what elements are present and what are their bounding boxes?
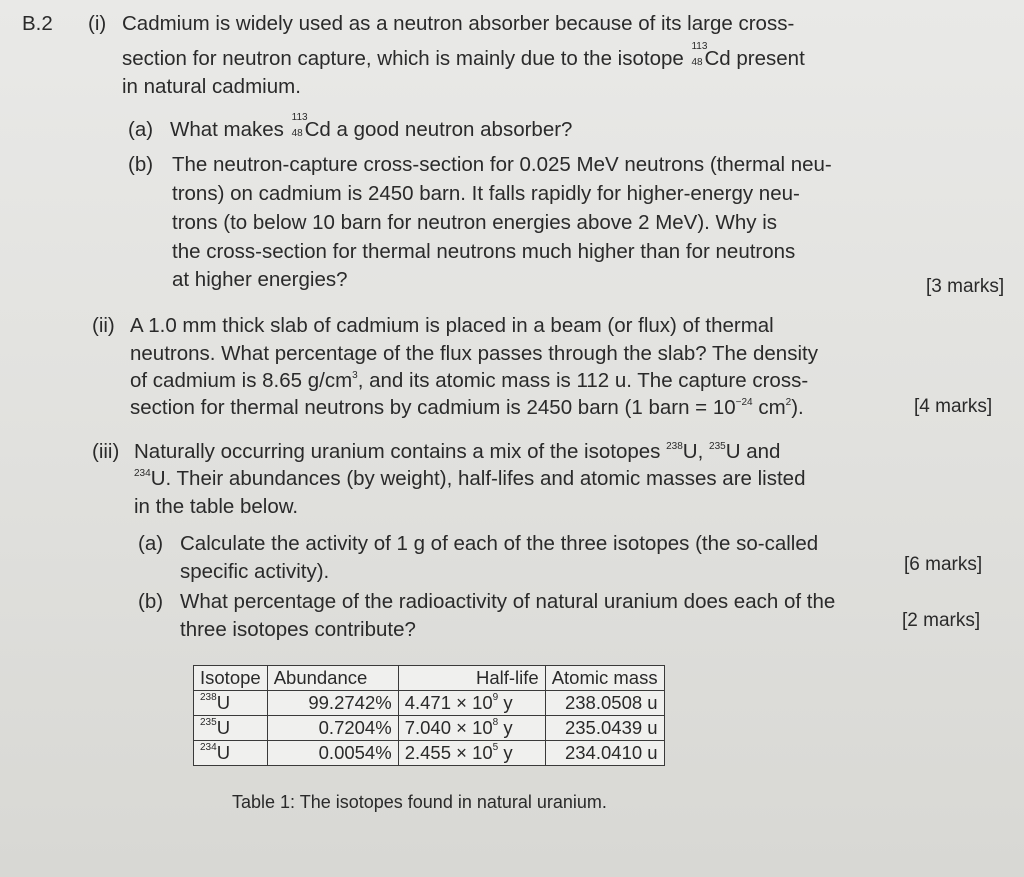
half-life-unit: y xyxy=(498,742,513,763)
part-ii-line-4 xyxy=(130,394,804,422)
mass-number: 235 xyxy=(200,717,217,728)
isotope-cell xyxy=(194,741,268,766)
half-life-cell xyxy=(398,741,545,766)
part-ii-line-4-unit: cm xyxy=(752,396,786,419)
column-header-half-life: Half-life xyxy=(398,666,545,691)
part-i-b-line-1: The neutron-capture cross-section for 0.025 MeV neutrons (thermal neu- xyxy=(172,153,832,176)
mass-number: 234 xyxy=(200,742,217,753)
half-life-unit: y xyxy=(498,692,513,713)
part-ii-line-3-post: , and its atomic mass is 112 u. The capture cross- xyxy=(357,369,809,392)
square-exponent: 2 xyxy=(785,397,792,408)
part-ii-line-3-pre: of cadmium is 8.65 g/cm xyxy=(130,369,353,392)
cubic-exponent: 3 xyxy=(352,370,358,381)
part-iii-b-label: (b) xyxy=(138,590,164,613)
element-symbol: U xyxy=(216,742,231,763)
question-number: B.2 xyxy=(22,12,53,35)
part-i-a-label: (a) xyxy=(128,118,154,141)
u234-mass-number: 234 xyxy=(134,468,151,479)
column-header-abundance: Abundance xyxy=(267,666,398,691)
part-i-a-text xyxy=(170,112,573,144)
part-iii-a-marks: [6 marks] xyxy=(904,554,983,575)
part-i-a-post: Cd a good neutron absorber? xyxy=(304,118,573,141)
table-row xyxy=(194,691,665,716)
isotope-cell xyxy=(194,691,268,716)
mass-number: 238 xyxy=(200,692,217,703)
isotope-table xyxy=(193,665,665,766)
part-i-line-2 xyxy=(122,41,805,73)
part-iii-a-line-1: Calculate the activity of 1 g of each of the three isotopes (the so-called xyxy=(180,532,819,555)
uranium-symbol: U xyxy=(150,467,166,490)
part-ii-line-2: neutrons. What percentage of the flux passes through the slab? The density xyxy=(130,342,818,365)
part-iii-line-2-text: . Their abundances (by weight), half-lifes and atomic masses are listed xyxy=(165,467,806,490)
element-symbol: U xyxy=(216,717,231,738)
column-header-atomic-mass: Atomic mass xyxy=(545,666,664,691)
part-iii-line-1-pre: Naturally occurring uranium contains a mix of the isotopes xyxy=(134,440,667,463)
part-ii-marks: [4 marks] xyxy=(914,396,993,417)
half-life-exponent: 8 xyxy=(492,717,499,728)
part-ii-line-3 xyxy=(130,367,808,395)
part-iii-line-2 xyxy=(134,465,805,493)
uranium-symbol: U xyxy=(682,440,698,463)
half-life-cell xyxy=(398,691,545,716)
isotope-mass-number: 113 xyxy=(691,41,708,52)
isotope-mass-number: 113 xyxy=(291,112,308,123)
part-ii-line-4-post: ). xyxy=(791,396,804,419)
cd-113-isotope-notation xyxy=(290,112,308,139)
u238-mass-number: 238 xyxy=(666,441,683,452)
part-iii-a-label: (a) xyxy=(138,532,164,555)
half-life-base: 2.455 × 10 xyxy=(404,742,493,763)
part-i-b-line-4: the cross-section for thermal neutrons much higher than for neutrons xyxy=(172,240,796,263)
part-iii-line-3: in the table below. xyxy=(134,495,299,518)
part-i-line-2-text: section for neutron capture, which is mainly due to the isotope xyxy=(122,47,690,70)
part-iii-b-line-1: What percentage of the radioactivity of natural uranium does each of the xyxy=(180,590,836,613)
half-life-exponent: 9 xyxy=(492,692,499,703)
part-iii-a-line-2: specific activity). xyxy=(180,560,330,583)
atomic-mass-cell: 235.0439 u xyxy=(545,716,664,741)
part-ii-line-4-pre: section for thermal neutrons by cadmium is 2450 barn (1 barn = 10 xyxy=(130,396,736,419)
atomic-mass-cell: 238.0508 u xyxy=(545,691,664,716)
abundance-cell: 0.0054% xyxy=(267,741,398,766)
part-i-marks: [3 marks] xyxy=(926,276,1005,297)
table-caption: Table 1: The isotopes found in natural uranium. xyxy=(232,792,607,812)
part-i-line-1: Cadmium is widely used as a neutron absorber because of its large cross- xyxy=(122,12,795,35)
part-i-label: (i) xyxy=(88,12,107,35)
cd-113-isotope-notation xyxy=(689,41,708,68)
column-header-isotope: Isotope xyxy=(194,666,268,691)
half-life-cell xyxy=(398,716,545,741)
part-i-b-line-3: trons (to below 10 barn for neutron energies above 2 MeV). Why is xyxy=(172,211,778,234)
table-row xyxy=(194,716,665,741)
part-i-a-pre: What makes xyxy=(170,118,290,141)
barn-exponent: −24 xyxy=(735,397,753,408)
half-life-base: 4.471 × 10 xyxy=(404,692,493,713)
abundance-cell: 0.7204% xyxy=(267,716,398,741)
abundance-cell: 99.2742% xyxy=(267,691,398,716)
table-row xyxy=(194,741,665,766)
separator: , xyxy=(697,440,710,463)
u235-mass-number: 235 xyxy=(709,441,726,452)
part-iii-b-marks: [2 marks] xyxy=(902,610,981,631)
part-iii-b-line-2: three isotopes contribute? xyxy=(180,618,416,641)
part-ii-line-1: A 1.0 mm thick slab of cadmium is placed in a beam (or flux) of thermal xyxy=(130,314,774,337)
part-i-b-line-5: at higher energies? xyxy=(172,268,348,291)
table-header-row xyxy=(194,666,665,691)
part-ii-label: (ii) xyxy=(92,314,115,337)
part-iii-line-1 xyxy=(134,438,780,466)
isotope-atomic-number: 48 xyxy=(691,57,703,68)
part-i-b-label: (b) xyxy=(128,153,154,176)
half-life-base: 7.040 × 10 xyxy=(404,717,493,738)
half-life-exponent: 5 xyxy=(492,742,499,753)
isotope-cell xyxy=(194,716,268,741)
part-i-line-2-end: Cd present xyxy=(704,47,805,70)
atomic-mass-cell: 234.0410 u xyxy=(545,741,664,766)
part-iii-line-1-post: and xyxy=(740,440,781,463)
part-i-line-3: in natural cadmium. xyxy=(122,75,301,98)
isotope-atomic-number: 48 xyxy=(291,128,303,139)
element-symbol: U xyxy=(216,692,231,713)
uranium-symbol: U xyxy=(725,440,741,463)
part-i-b-line-2: trons) on cadmium is 2450 barn. It falls rapidly for higher-energy neu- xyxy=(172,182,800,205)
part-iii-label: (iii) xyxy=(92,440,120,463)
half-life-unit: y xyxy=(498,717,513,738)
